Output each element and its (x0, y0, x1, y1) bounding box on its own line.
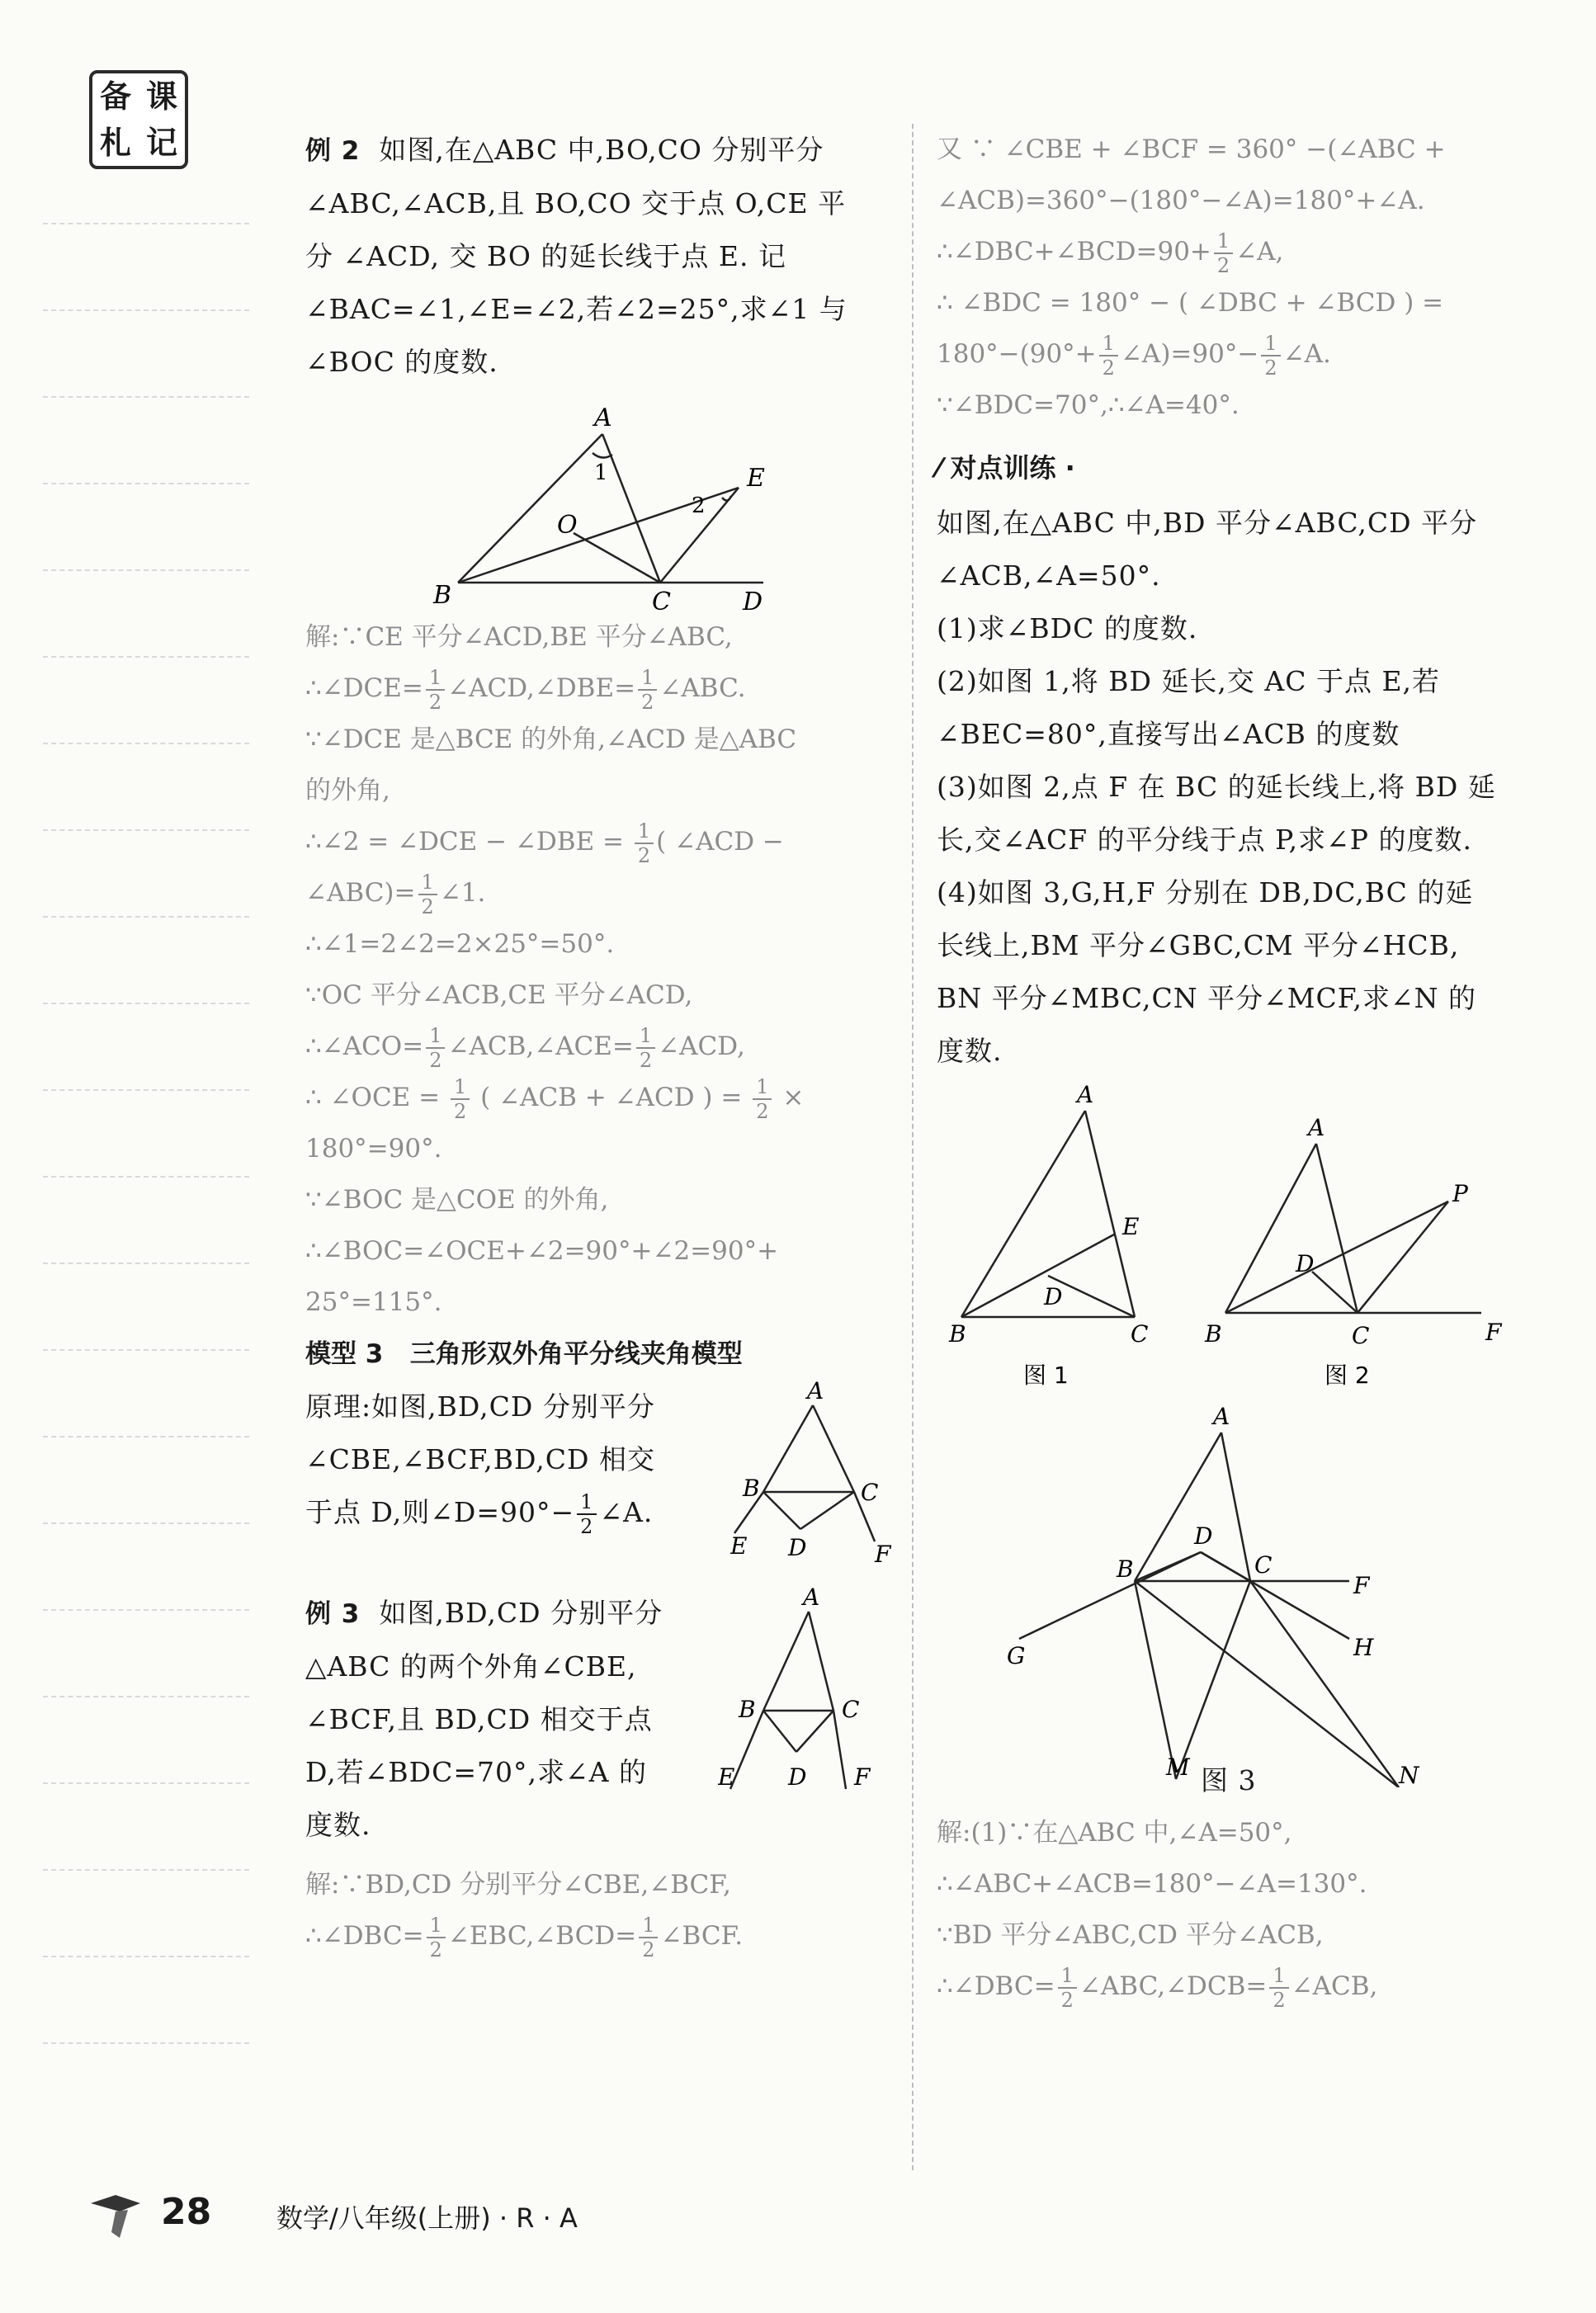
badge-char: 记 (145, 125, 177, 161)
badge-char: 课 (145, 78, 177, 115)
example2-text: ∠BAC=∠1,∠E=∠2,若∠2=25°,求∠1 与 (305, 293, 848, 325)
solution-line: ∵BD 平分∠ABC,CD 平分∠ACB, (937, 1920, 1324, 1950)
fraction: $\frac{1}{2}$ (1058, 1964, 1077, 2012)
problem-text: 度数. (937, 1035, 1003, 1067)
principle-text: 原理:如图,BD,CD 分别平分 (305, 1390, 655, 1423)
label-F: F (854, 1763, 871, 1791)
label-B: B (1117, 1555, 1134, 1583)
fraction: $\frac{1}{2}$ (636, 1024, 655, 1072)
note-line (43, 1436, 249, 1437)
principle-text: ∠CBE,∠BCF,BD,CD 相交 (305, 1443, 655, 1475)
note-line (43, 1349, 249, 1351)
footer-logo-icon (83, 2187, 157, 2245)
label-C: C (1352, 1322, 1370, 1349)
training-figures (937, 1078, 1523, 1787)
note-line (43, 1696, 249, 1697)
label-O: O (557, 511, 578, 540)
principle-text: 于点 D,则∠D=90°− $\frac{1}{2}$ ∠A. (305, 1490, 654, 1538)
badge-char: 备 (99, 78, 131, 115)
problem-text: BN 平分∠MBC,CN 平分∠MCF,求∠N 的 (937, 982, 1477, 1014)
left-column (305, 124, 900, 1961)
model3-figure (730, 1381, 895, 1570)
label-C: C (1254, 1551, 1273, 1579)
training-heading: ⁄ 对点训练 · (937, 452, 1075, 484)
label-angle-1: 1 (594, 460, 608, 485)
problem-text: (1)求∠BDC 的度数. (937, 612, 1198, 644)
example2-text: ∠ABC,∠ACB,且 BO,CO 交于点 O,CE 平 (305, 187, 847, 219)
solution-line: ∵∠DCE 是△BCE 的外角,∠ACD 是△ABC (305, 725, 797, 754)
right-column (937, 124, 1523, 2012)
fraction: $\frac{1}{2}$ (426, 666, 445, 714)
note-line (43, 223, 249, 224)
problem-text: (2)如图 1,将 BD 延长,交 AC 于点 E,若 (937, 665, 1441, 697)
problem-text: (3)如图 2,点 F 在 BC 的延长线上,将 BD 延 (937, 771, 1496, 803)
label-E: E (747, 464, 765, 493)
page-number: 28 (161, 2191, 212, 2233)
fraction: $\frac{1}{2}$ (577, 1490, 597, 1538)
label-A: A (1077, 1081, 1094, 1108)
solution-line: ∠ACB)=360°−(180°−∠A)=180°+∠A. (937, 186, 1425, 215)
solution-line: ∵∠BDC=70°,∴∠A=40°. (937, 390, 1239, 420)
example2-text: ∠BOC 的度数. (305, 346, 498, 378)
solution-line: ∠ABC)= $\frac{1}{2}$ ∠1. (305, 870, 486, 918)
problem-text: ∠BEC=80°,直接写出∠ACB 的度数 (937, 718, 1400, 750)
note-line (43, 743, 249, 744)
label-C: C (1131, 1320, 1149, 1348)
solution-line: 180°−(90°+ $\frac{1}{2}$ ∠A)=90°− $\frac{1}{2}$ ∠A. (937, 331, 1331, 380)
note-line (43, 1609, 249, 1611)
example3-text: 例 3 如图,BD,CD 分别平分 (305, 1597, 663, 1629)
label-D: D (1044, 1283, 1063, 1310)
example2-text: 如图,在△ABC 中,BO,CO 分别平分 (379, 134, 824, 166)
note-line (43, 483, 249, 484)
badge-char: 札 (99, 125, 131, 161)
solution-line: ∴ ∠OCE = $\frac{1}{2}$ ( ∠ACB + ∠ACD ) = $\frac{1}{2}$ × (305, 1074, 805, 1123)
fraction: $\frac{1}{2}$ (418, 871, 437, 918)
fraction: $\frac{1}{2}$ (1099, 332, 1118, 380)
note-line (43, 656, 249, 658)
fraction: $\frac{1}{2}$ (635, 819, 654, 867)
label-C: C (842, 1696, 860, 1723)
example2-line (305, 124, 900, 177)
label-A: A (1213, 1403, 1230, 1430)
label-B: B (1205, 1320, 1222, 1348)
fraction: $\frac{1}{2}$ (1214, 229, 1233, 277)
label-N: N (1399, 1762, 1419, 1787)
note-line (43, 1522, 249, 1524)
label-F: F (875, 1541, 891, 1568)
fraction: $\frac{1}{2}$ (1261, 332, 1280, 380)
note-line (43, 1089, 249, 1091)
solution-line: 180°=90°. (305, 1134, 442, 1164)
problem-text: 如图,在△ABC 中,BD 平分∠ABC,CD 平分 (937, 507, 1478, 539)
label-C: C (652, 588, 671, 611)
solution-line: ∴∠ACO= $\frac{1}{2}$ ∠ACB,∠ACE= $\frac{1}{2}$ ∠ACD, (305, 1023, 745, 1072)
solution-line: ∴∠DBC= $\frac{1}{2}$ ∠ABC,∠DCB= $\frac{1}{2}$ ∠ACB, (937, 1963, 1378, 2012)
label-D: D (788, 1534, 807, 1561)
fraction: $\frac{1}{2}$ (426, 1024, 445, 1072)
note-line (43, 396, 249, 398)
fraction: $\frac{1}{2}$ (427, 1914, 446, 1961)
label-D: D (1296, 1250, 1315, 1277)
label-A: A (803, 1587, 820, 1611)
note-line (43, 1003, 249, 1004)
example2-text: 分 ∠ACD, 交 BO 的延长线于点 E. 记 (305, 240, 786, 272)
segment-OC (574, 533, 660, 583)
problem-text: ∠ACB,∠A=50°. (937, 559, 1161, 592)
figure-2-caption: 图 2 (1324, 1362, 1370, 1389)
example3-text: 度数. (305, 1809, 371, 1841)
angle-2-arc (722, 496, 731, 501)
segment-BA (458, 434, 602, 583)
example3-block (305, 1587, 900, 1859)
label-M: M (1166, 1754, 1190, 1781)
label-D: D (1194, 1522, 1213, 1550)
note-line (43, 1869, 249, 1871)
label-A: A (1308, 1114, 1325, 1141)
label-B: B (739, 1696, 756, 1723)
note-line (43, 1782, 249, 1784)
lesson-notes-badge (89, 70, 188, 169)
fraction: $\frac{1}{2}$ (753, 1075, 772, 1123)
label-E: E (730, 1532, 748, 1560)
solution-line: ∴∠1=2∠2=2×25°=50°. (305, 929, 615, 959)
label-B: B (949, 1320, 966, 1348)
fraction: $\frac{1}{2}$ (638, 666, 657, 714)
label-B: B (433, 581, 452, 610)
label-D: D (788, 1763, 807, 1791)
label-F: F (1353, 1572, 1370, 1599)
note-line (43, 829, 249, 831)
solution-line: ∴∠DBC= $\frac{1}{2}$ ∠EBC,∠BCD= $\frac{1}{2}$ ∠BCF. (305, 1913, 744, 1961)
solution-line: ∴∠2 = ∠DCE − ∠DBE = $\frac{1}{2}$ ( ∠ACD − (305, 819, 784, 867)
model3-title: 模型 3 三角形双外角平分线夹角模型 (305, 1339, 743, 1369)
solution-line: ∵OC 平分∠ACB,CE 平分∠ACD, (305, 980, 693, 1010)
label-angle-2: 2 (692, 493, 706, 518)
note-line (43, 2042, 249, 2044)
solution-line: ∵∠BOC 是△COE 的外角, (305, 1185, 609, 1215)
note-line (43, 1956, 249, 1957)
figure-2 (1225, 1144, 1481, 1313)
example2-figure (305, 389, 900, 611)
solution-line: ∴∠DCE= $\frac{1}{2}$ ∠ACD,∠DBE= $\frac{1}{2}$ ∠ABC. (305, 665, 746, 714)
label-B: B (743, 1475, 760, 1502)
label-G: G (1007, 1642, 1026, 1669)
fraction: $\frac{1}{2}$ (1269, 1964, 1288, 2012)
solution-line: ∴∠BOC=∠OCE+∠2=90°+∠2=90°+ (305, 1236, 779, 1266)
solution-line: 的外角, (305, 776, 390, 805)
solution-line: ∴∠DBC+∠BCD=90+ $\frac{1}{2}$ ∠A, (937, 229, 1284, 277)
label-H: H (1353, 1634, 1374, 1661)
label-E: E (1122, 1213, 1140, 1240)
figure-3 (1019, 1433, 1399, 1787)
note-line (43, 1176, 249, 1178)
example3-text: ∠BCF,且 BD,CD 相交于点 (305, 1703, 653, 1735)
note-line (43, 916, 249, 918)
note-line (43, 569, 249, 571)
example3-text: △ABC 的两个外角∠CBE, (305, 1650, 637, 1683)
label-A: A (594, 404, 612, 432)
problem-text: (4)如图 3,G,H,F 分别在 DB,DC,BC 的延 (937, 876, 1474, 909)
problem-text: 长,交∠ACF 的平分线于点 P,求∠P 的度数. (937, 824, 1472, 856)
solution-line: 解:∵CE 平分∠ACD,BE 平分∠ABC, (305, 622, 733, 652)
solution-line: 解:∵BD,CD 分别平分∠CBE,∠BCF, (305, 1870, 731, 1900)
note-line (43, 309, 249, 311)
example3-figure (718, 1587, 891, 1843)
solution-line: 解:(1)∵在△ABC 中,∠A=50°, (937, 1818, 1292, 1848)
problem-text: 长线上,BM 平分∠GBC,CM 平分∠HCB, (937, 929, 1460, 961)
label-A: A (807, 1381, 824, 1404)
figure-1-caption: 图 1 (1023, 1362, 1069, 1389)
solution-line: 25°=115°. (305, 1287, 442, 1317)
column-divider (912, 124, 914, 2170)
solution-line: ∴ ∠BDC = 180° − ( ∠DBC + ∠BCD ) = (937, 288, 1444, 318)
label-C: C (861, 1479, 879, 1506)
solution-line: 又 ∵ ∠CBE + ∠BCF = 360° −(∠ABC + (937, 135, 1446, 164)
fraction: $\frac{1}{2}$ (451, 1075, 470, 1123)
model3-block (305, 1381, 900, 1587)
example3-text: D,若∠BDC=70°,求∠A 的 (305, 1756, 647, 1788)
label-P: P (1452, 1180, 1468, 1207)
label-F: F (1485, 1319, 1502, 1346)
label-E: E (718, 1763, 735, 1791)
example2-label: 例 2 (305, 136, 361, 166)
solution-line: ∴∠ABC+∠ACB=180°−∠A=130°. (937, 1869, 1367, 1899)
note-line (43, 1263, 249, 1264)
label-D: D (743, 588, 763, 611)
book-title: 数学/八年级(上册) · R · A (276, 2202, 578, 2234)
fraction: $\frac{1}{2}$ (639, 1914, 658, 1961)
figure-3-caption: 图 3 (1201, 1764, 1257, 1796)
